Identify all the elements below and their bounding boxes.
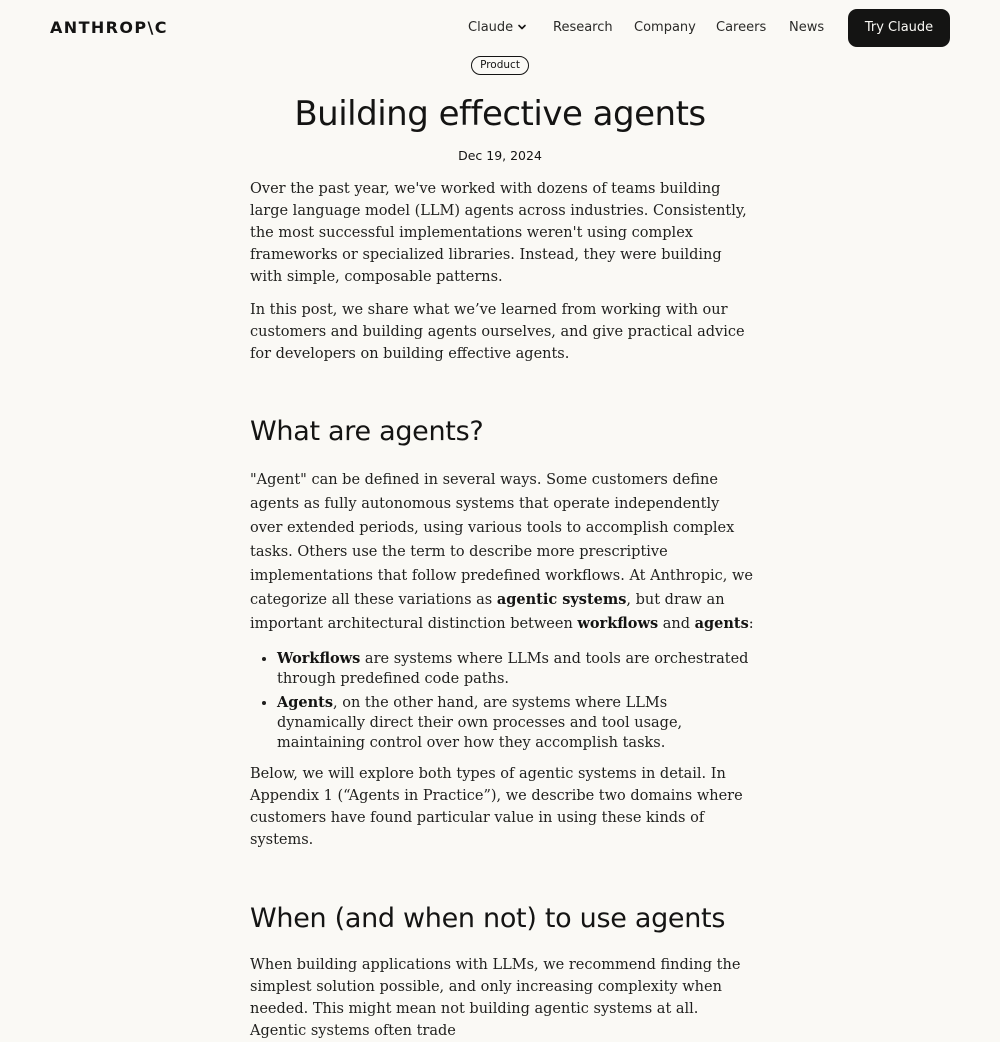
section-heading-when-to-use-agents: When (and when not) to use agents	[250, 903, 726, 934]
chevron-down-icon	[517, 22, 527, 32]
list-item-text: , on the other hand, are systems where LLMs dynamically direct their own processes and tool usage, maintaining control over how they accomplish tasks.	[277, 695, 683, 751]
list-item-term: Workflows	[277, 650, 361, 667]
term-agentic-systems: agentic systems	[496, 591, 627, 608]
nav-claude[interactable]	[468, 20, 527, 36]
definition-text-a: "Agent" can be defined in several ways. Some customers define agents as fully autonomous systems that operate independently over extended periods, using various tools to accomplish complex tasks. Others use the term to describe more prescriptive implementations that follow predefined workflows. At Anthropic, we categorize all these variations as	[250, 472, 753, 608]
section-1-closing-paragraph: Below, we will explore both types of agentic systems in detail. In Appendix 1 (“Agents in Practice”), we describe two domains where customers have found particular value in using these kinds of systems.	[250, 766, 743, 848]
nav-company[interactable]: Company	[634, 20, 696, 35]
intro-paragraph-2: In this post, we share what we’ve learned from working with our customers and building agents ourselves, and give practical advice for developers on building effective agents.	[250, 302, 745, 362]
section-2-paragraph: When building applications with LLMs, we recommend finding the simplest solution possible, and only increasing complexity when needed. This might mean not building agentic systems at all. Agentic systems often trade	[250, 957, 741, 1039]
nav-careers[interactable]: Careers	[716, 20, 767, 35]
list-item	[277, 693, 755, 753]
definition-text-d: :	[748, 616, 754, 632]
intro-paragraph-1: Over the past year, we've worked with dozens of teams building large language model (LLM) agents across industries. Consistently, the most successful implementations weren't using complex frameworks or specialized libraries. Instead, they were building with simple, composable patterns.	[250, 181, 747, 285]
article-body	[250, 178, 755, 1042]
site-header	[0, 0, 1000, 56]
try-claude-button[interactable]: Try Claude	[848, 9, 950, 47]
section-heading-what-are-agents: What are agents?	[250, 416, 484, 447]
nav-news[interactable]: News	[789, 20, 825, 35]
agents-definition-paragraph	[250, 468, 755, 636]
category-tag[interactable]: Product	[471, 56, 529, 75]
nav-research[interactable]: Research	[553, 20, 613, 35]
definition-text-b: , but draw an important architectural distinction between	[250, 592, 725, 632]
list-item	[277, 649, 755, 689]
list-item-text: are systems where LLMs and tools are orchestrated through predefined code paths.	[277, 651, 749, 687]
page-title: Building effective agents	[294, 94, 706, 134]
definition-text-c: and	[658, 616, 695, 632]
term-agents: agents	[694, 615, 749, 632]
agentic-systems-list	[250, 649, 755, 753]
anthropic-logo[interactable]: ANTHROP\C	[50, 18, 168, 37]
list-item-term: Agents	[277, 694, 334, 711]
term-workflows: workflows	[577, 615, 659, 632]
publish-date: Dec 19, 2024	[458, 148, 542, 163]
nav-claude-label: Claude	[468, 20, 514, 35]
